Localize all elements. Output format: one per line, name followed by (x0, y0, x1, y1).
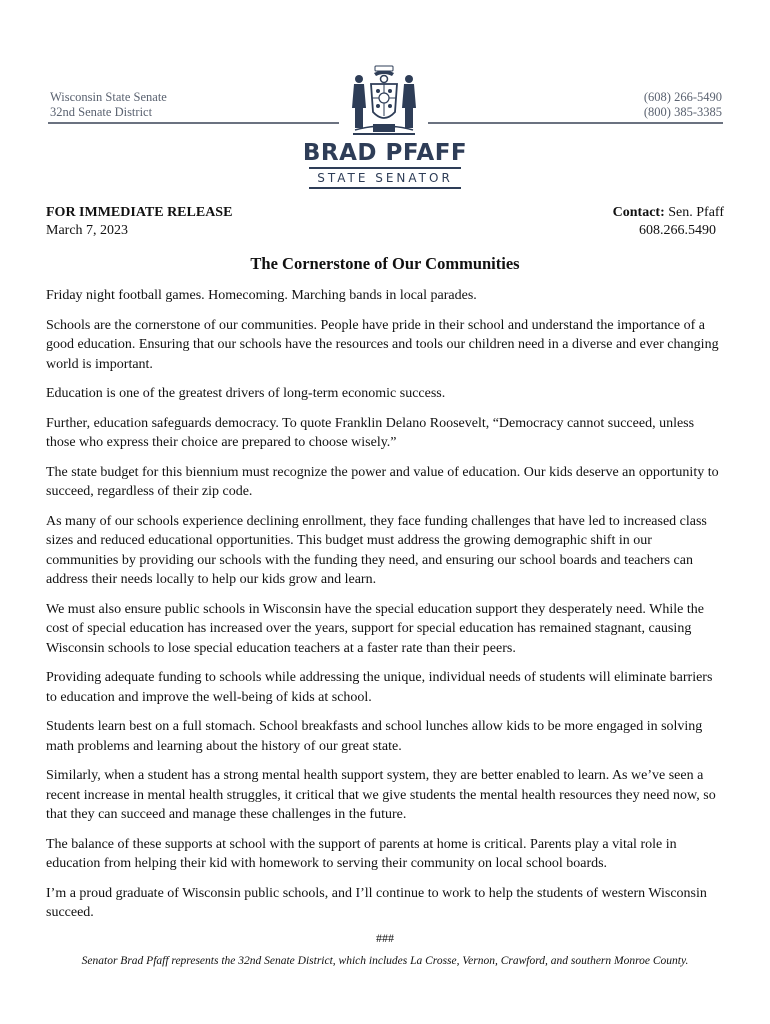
footer-note: Senator Brad Pfaff represents the 32nd Senate District, which includes La Crosse, Vernon, Crawford, and southern Monroe County. (81, 955, 689, 967)
paragraph: I’m a proud graduate of Wisconsin public schools, and I’ll continue to work to help the students of western Wisconsin succeed. (46, 885, 707, 920)
paragraph: Similarly, when a student has a strong mental health support system, they are better enabled to learn. As we’ve seen a recent increase in mental health struggles, it critical that we give students the mental health resources they need now, so that they can succeed and manage these challenges in the future. (46, 768, 716, 822)
paragraph: Schools are the cornerstone of our communities. People have pride in their school and understand the importance of a good education. Ensuring that our schools have the resources and tools our children need in a diverse and ever changing world is important. (46, 317, 719, 372)
contact-name: Sen. Pfaff (664, 205, 724, 220)
contact-line (613, 204, 724, 222)
paragraph: The balance of these supports at school with the support of parents at home is critical. Parents play a vital role in education from helping their kid with homework to serving their community on local school boards. (46, 836, 677, 871)
paragraph: Education is one of the greatest drivers of long-term economic success. (46, 386, 446, 401)
senate-name: Wisconsin State Senate (50, 90, 167, 104)
paragraph: Students learn best on a full stomach. School breakfasts and school lunches allow kids to be more engaged in solving math problems and learning about the history of our great state. (46, 719, 703, 754)
wisconsin-seal-icon (343, 64, 425, 140)
contact-label: Contact: (612, 205, 665, 220)
paragraph: Further, education safeguards democracy. To quote Franklin Delano Roosevelt, “Democracy cannot succeed, unless those who express their choice are prepared to choose wisely.” (46, 415, 695, 450)
contact-block (613, 204, 724, 240)
paragraph: We must also ensure public schools in Wisconsin have the special education support they desperately need. While the cost of special education has increased over the years, support for special education has remained stagnant, causing Wisconsin schools to lose special education teachers at a faster rate than their peers. (46, 601, 704, 656)
release-date: March 7, 2023 (46, 223, 129, 238)
title-rule-bottom (309, 187, 461, 189)
district-name: 32nd Senate District (50, 105, 153, 119)
contact-phone: 608.266.5490 (639, 223, 716, 238)
phone-local: (608) 266-5490 (643, 90, 722, 104)
letterhead-rule-left (48, 122, 339, 124)
paragraph: Providing adequate funding to schools while addressing the unique, individual needs of students will eliminate barriers to education and improve the well-being of kids at school. (46, 670, 713, 705)
letterhead-office (50, 90, 167, 120)
paragraph: The state budget for this biennium must recognize the power and value of education. Our kids deserve an opportunity to succeed, regardless of their zip code. (46, 464, 719, 499)
release-label: FOR IMMEDIATE RELEASE (46, 205, 233, 220)
senator-title: STATE SENATOR (317, 171, 453, 185)
press-release-body (46, 286, 726, 933)
end-mark: ### (376, 931, 394, 945)
title-rule-top (309, 167, 461, 169)
headline: The Cornerstone of Our Communities (250, 254, 520, 273)
release-block (46, 204, 232, 240)
letterhead-rule-right (428, 122, 723, 124)
paragraph: Friday night football games. Homecoming. Marching bands in local parades. (46, 288, 477, 303)
phone-tollfree: (800) 385-3385 (643, 105, 722, 119)
letterhead-phones (644, 90, 722, 120)
paragraph: As many of our schools experience declining enrollment, they face funding challenges that have led to increased class sizes and reduced educational opportunities. This budget must address the growing demographic shift in our communities by providing our schools with the funding they need, and ensuring our school boards and teachers can address their needs locally to help our kids grow and learn. (46, 513, 707, 587)
senator-name: BRAD PFAFF (302, 140, 468, 166)
